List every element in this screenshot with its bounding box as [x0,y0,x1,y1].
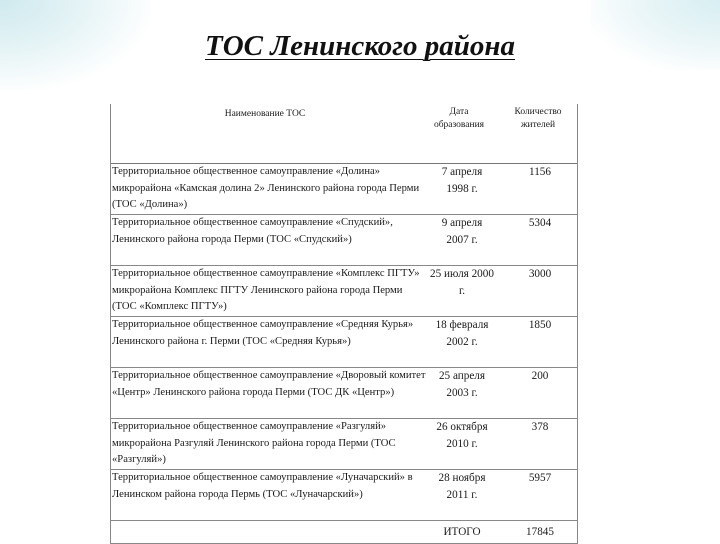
tos-table [110,104,578,544]
page-title: ТОС Ленинского района [205,30,515,62]
table-row [110,368,578,419]
row-name: Территориальное общественное самоуправление «Долина» микрорайона «Камская долина 2» Ленинского района города Перми (ТОС «Долина») [110,164,430,215]
table-row [110,266,578,317]
tos-table-container [110,104,578,544]
row-count: 200 [494,368,578,419]
row-name: Территориальное общественное самоуправление «Дворовый комитет «Центр» Ленинского района города Перми (ТОС ДК «Центр») [110,368,430,419]
table-border-right [577,104,578,544]
row-date: 25 июля 2000 г. [430,266,494,317]
row-date: 26 октября 2010 г. [430,419,494,470]
header-name: Наименование ТОС [110,104,430,164]
table-row [110,419,578,470]
table-row [110,470,578,521]
row-count: 3000 [494,266,578,317]
row-name: Территориальное общественное самоуправление «Разгуляй» микрорайона Разгуляй Ленинского района города Перми (ТОС «Разгуляй») [110,419,430,470]
row-count: 378 [494,419,578,470]
header-count: Количество жителей [494,104,578,164]
table-header-row [110,104,578,164]
row-name: Территориальное общественное самоуправление «Комплекс ПГТУ» микрорайона Комплекс ПГТУ Ленинского района города Перми (ТОС «Комплекс ПГТУ») [110,266,430,317]
row-date: 18 февраля 2002 г. [430,317,494,368]
row-name: Территориальное общественное самоуправление «Луначарский» в Ленинском района города Пермь (ТОС «Луначарский») [110,470,430,521]
row-count: 1850 [494,317,578,368]
table-border-left [110,104,111,544]
total-empty-cell [110,521,430,544]
row-date: 28 ноября 2011 г. [430,470,494,521]
row-date: 9 апреля 2007 г. [430,215,494,266]
total-count: 17845 [494,521,578,544]
row-date: 25 апреля 2003 г. [430,368,494,419]
table-row [110,215,578,266]
row-name: Территориальное общественное самоуправление «Спудский», Ленинского района города Перми (ТОС «Спудский») [110,215,430,266]
table-row [110,317,578,368]
total-label: ИТОГО [430,521,494,544]
row-name: Территориальное общественное самоуправление «Средняя Курья» Ленинского района г. Перми (ТОС «Средняя Курья») [110,317,430,368]
header-date: Дата образования [430,104,494,164]
table-total-row [110,521,578,544]
row-count: 1156 [494,164,578,215]
row-count: 5304 [494,215,578,266]
row-date: 7 апреля 1998 г. [430,164,494,215]
row-count: 5957 [494,470,578,521]
table-row [110,164,578,215]
